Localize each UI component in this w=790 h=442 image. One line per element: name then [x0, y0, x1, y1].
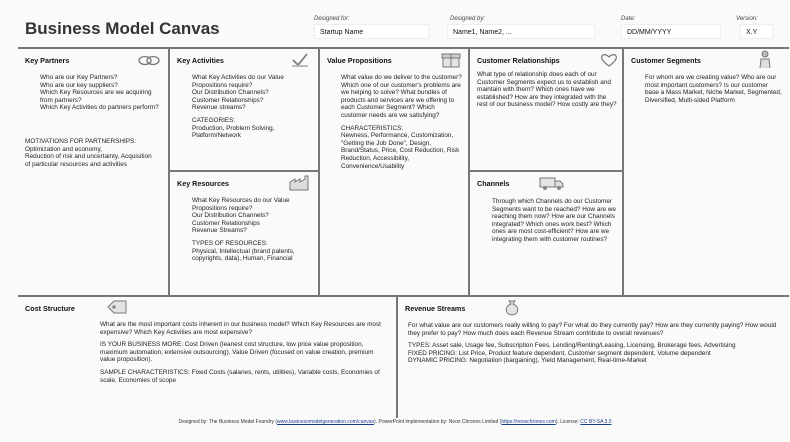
price-tag-icon	[106, 299, 128, 316]
key-activities-categories: CATEGORIES: Production, Problem Solving, Platform/Network	[192, 116, 275, 140]
checkmark-hand-icon	[290, 51, 310, 69]
neoschronos-link[interactable]: https://neoschronos.com	[501, 419, 556, 425]
value-propositions-characteristics: CHARACTERISTICS: Newness, Performance, Customization, "Getting the Job Done", Design, Brand/Status, Price, Cost Reduction, Risk Reduction, Accessibility, Convenience/Usability	[341, 124, 460, 170]
chain-link-icon	[138, 53, 160, 68]
designed-by-label: Designed by:	[450, 16, 486, 22]
key-activities-block	[170, 49, 320, 172]
value-propositions-block	[320, 49, 470, 297]
channels-title: Channels	[477, 179, 510, 188]
key-partners-title: Key Partners	[25, 56, 70, 65]
revenue-streams-title: Revenue Streams	[405, 304, 466, 313]
version-field[interactable]: X.Y	[740, 24, 773, 39]
revenue-streams-block	[398, 297, 789, 418]
key-resources-types: TYPES OF RESOURCES: Physical, Intellectual (brand patents, copyrights, data), Human, Financial	[192, 239, 295, 263]
customer-segments-title: Customer Segments	[631, 56, 701, 65]
cost-structure-characteristics: SAMPLE CHARACTERISTICS: Fixed Costs (salaries, rents, utilities), Variable costs, Economies of scale, Economies of scope	[100, 368, 380, 384]
footer-middle: ). PowerPoint implementation by: Neos Chronos Limited (	[374, 419, 502, 425]
key-resources-questions: What Key Resources do our Value Propositions require? Our Distribution Channels? Customer Relationships Revenue Streams?	[192, 197, 290, 235]
version-label: Version:	[736, 16, 758, 22]
page-title: Business Model Canvas	[25, 19, 220, 38]
key-partners-motivations: MOTIVATIONS FOR PARTNERSHIPS: Optimization and economy, Reduction of risk and uncertainty, Acquisition of particular resources and activities	[25, 138, 152, 168]
key-resources-title: Key Resources	[177, 179, 229, 188]
cost-structure-questions: What are the most important costs inherent in our business model? Which Key Resources are most expensive? Which Key Activities are most expensive?	[100, 321, 381, 336]
channels-questions: Through which Channels do our Customer Segments want to be reached? How are we reaching them now? How are our Channels integrated? Which ones work best? Which ones are most cost-efficient? How are we integrating them with customer routines?	[492, 198, 616, 243]
designed-by-field[interactable]: Name1, Name2, ...	[447, 24, 595, 39]
customer-relationships-block	[470, 49, 624, 172]
key-activities-questions: What Key Activities do our Value Propositions require? Our Distribution Channels? Customer Relationships? Revenue streams?	[192, 74, 284, 112]
business-model-canvas	[18, 47, 789, 418]
heart-icon	[600, 53, 618, 67]
person-icon	[756, 50, 774, 69]
license-link[interactable]: CC BY-SA 3.0	[580, 419, 612, 425]
key-partners-questions: Who are our Key Partners? Who are our key suppliers? Which Key Resources are we acquiring from partners? Which Key Activities do partners perform?	[40, 74, 159, 112]
key-partners-block	[18, 49, 170, 297]
footer	[0, 419, 790, 425]
cost-structure-title: Cost Structure	[25, 304, 75, 313]
designed-for-field[interactable]: Startup Name	[314, 24, 429, 39]
cost-structure-business-type: IS YOUR BUSINESS MORE: Cost Driven (leanest cost structure, low price value proposition, maximum automation, extensive outsourcing), Value Driven (focused on value creation, premium value proposition).	[100, 341, 374, 364]
money-bag-icon	[502, 299, 522, 317]
customer-segments-questions: For whom are we creating value? Who are our most important customers? Is our customer base a Mass Market, Niche Market, Segmented, Diversified, Multi-sided Platform	[645, 74, 782, 104]
date-field[interactable]: DD/MM/YYYY	[621, 24, 721, 39]
factory-icon	[288, 174, 310, 192]
cost-structure-block	[18, 297, 398, 418]
customer-relationships-title: Customer Relationships	[477, 56, 560, 65]
revenue-streams-questions: For what value are our customers really willing to pay? For what do they currently pay? How are they currently paying? How would they prefer to pay? How much does each Revenue Stream contribute to overall revenues?	[408, 322, 777, 337]
footer-prefix: Designed by: The Business Model Foundry (	[178, 419, 278, 425]
customer-segments-block	[624, 49, 789, 297]
channels-block	[470, 172, 624, 297]
key-resources-block	[170, 172, 320, 297]
value-propositions-title: Value Propositions	[327, 56, 392, 65]
footer-suffix: ). License:	[555, 419, 581, 425]
customer-relationships-questions: What type of relationship does each of our Customer Segments expect us to establish and maintain with them? Which ones have we established? How are they integrated with the rest of our business model? How costly are they?	[477, 71, 617, 109]
canvas-link[interactable]: www.businessmodelgeneration.com/canvas	[277, 419, 375, 425]
truck-icon	[539, 175, 565, 191]
key-activities-title: Key Activities	[177, 56, 224, 65]
date-label: Date:	[621, 16, 636, 22]
revenue-streams-types: TYPES: Asset sale, Usage fee, Subscription Fees, Lending/Renting/Leasing, Licensing, Brokerage fees, Advertising FIXED PRICING: List Price, Product feature dependent, Customer segment dependent, Volume dependent DYNAMIC PRICING: Negotiation (bargaining), Yield Management, Real-time-Market	[408, 342, 736, 365]
value-propositions-questions: What value do we deliver to the customer? Which one of our customer's problems are we helping to solve? What bundles of products and services are we offering to each Customer Segment? Which customer needs are we satisfying?	[341, 74, 462, 119]
gift-icon	[440, 51, 462, 69]
designed-for-label: Designed for:	[314, 16, 350, 22]
